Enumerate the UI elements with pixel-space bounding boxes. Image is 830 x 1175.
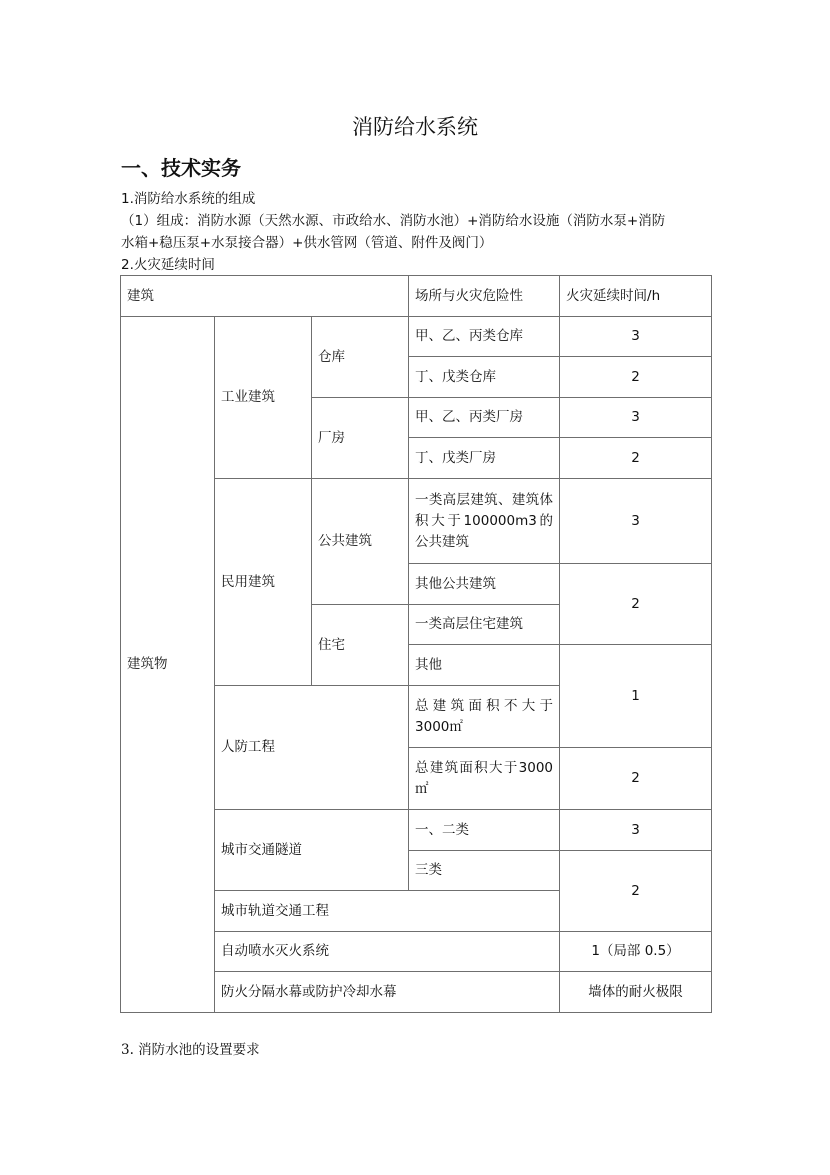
table-row (121, 276, 712, 317)
cell-public: 公共建筑 (312, 479, 409, 605)
cell-place: 甲、乙、丙类仓库 (409, 317, 560, 357)
cell-duration: 2 (560, 564, 712, 645)
cell-tunnel: 城市交通隧道 (215, 810, 409, 891)
cell-residential: 住宅 (312, 605, 409, 686)
cell-place: 总建筑面积不大于3000㎡ (409, 686, 560, 748)
cell-place: 丁、戊类仓库 (409, 357, 560, 398)
cell-place: 一类高层建筑、建筑体积大于100000m3的公共建筑 (409, 479, 560, 564)
cell-curtain: 防火分隔水幕或防护冷却水幕 (215, 972, 560, 1013)
cell-industrial: 工业建筑 (215, 317, 312, 479)
cell-place: 一、二类 (409, 810, 560, 851)
cell-duration: 1 (560, 645, 712, 748)
cell-place: 其他 (409, 645, 560, 686)
cell-duration: 3 (560, 317, 712, 357)
cell-duration: 2 (560, 438, 712, 479)
cell-place: 三类 (409, 851, 560, 891)
header-place: 场所与火灾危险性 (409, 276, 560, 317)
cell-duration: 3 (560, 810, 712, 851)
cell-duration: 3 (560, 398, 712, 438)
cell-building-obj: 建筑物 (121, 317, 215, 1013)
cell-place: 总建筑面积大于3000㎡ (409, 748, 560, 810)
subsection-2-title: 2.火灾延续时间 (121, 257, 215, 273)
composition-line-1: （1）组成：消防水源（天然水源、市政给水、消防水池）+消防给水设施（消防水泵+消防 (121, 213, 666, 229)
cell-duration: 2 (560, 851, 712, 932)
cell-warehouse: 仓库 (312, 317, 409, 398)
cell-place: 其他公共建筑 (409, 564, 560, 605)
cell-civil: 民用建筑 (215, 479, 312, 686)
table-row (121, 317, 712, 357)
fire-duration-table (120, 275, 712, 1013)
cell-sprinkler: 自动喷水灭火系统 (215, 932, 560, 972)
cell-rail: 城市轨道交通工程 (215, 891, 560, 932)
cell-duration: 3 (560, 479, 712, 564)
cell-duration: 墙体的耐火极限 (560, 972, 712, 1013)
cell-civil-defense: 人防工程 (215, 686, 409, 810)
cell-place: 丁、戊类厂房 (409, 438, 560, 479)
cell-place: 一类高层住宅建筑 (409, 605, 560, 645)
composition-line-2: 水箱+稳压泵+水泵接合器）+供水管网（管道、附件及阀门） (121, 235, 493, 251)
cell-duration: 2 (560, 748, 712, 810)
subsection-3-title: 3. 消防水池的设置要求 (121, 1042, 260, 1058)
cell-place: 甲、乙、丙类厂房 (409, 398, 560, 438)
cell-factory: 厂房 (312, 398, 409, 479)
section-heading: 一、技术实务 (121, 156, 241, 180)
header-duration: 火灾延续时间/h (560, 276, 712, 317)
page-title: 消防给水系统 (352, 115, 478, 139)
subsection-1-title: 1.消防给水系统的组成 (121, 191, 256, 207)
header-building: 建筑 (121, 276, 409, 317)
cell-duration: 1（局部 0.5） (560, 932, 712, 972)
cell-duration: 2 (560, 357, 712, 398)
